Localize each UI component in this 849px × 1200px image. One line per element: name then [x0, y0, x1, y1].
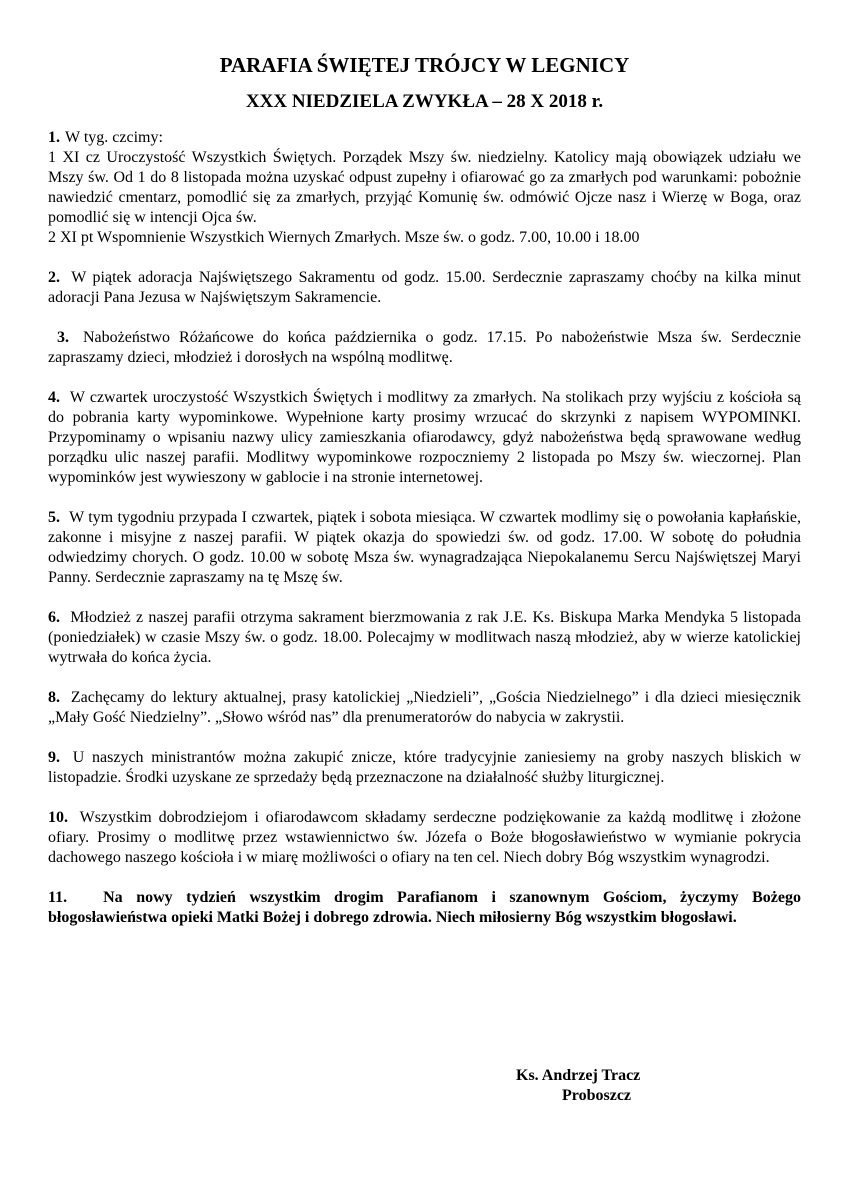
signature-role: Proboszcz: [562, 1087, 632, 1104]
item-number: 5.: [48, 509, 60, 526]
item-number: 11.: [48, 889, 68, 906]
announcement-list: [48, 128, 801, 928]
item-text: W tym tygodniu przypada I czwartek, piątek i sobota miesiąca. W czwartek modlimy się o powołania kapłańskie, zakonne i misyjne z naszej parafii. W piątek okazja do spowiedzi św. od godz. 17.00. W sobotę do południa odwiedzimy chorych. O godz. 10.00 w sobotę Msza św. wynagradzająca Niepokalanemu Sercu Najświętszej Maryi Panny. Serdecznie zapraszamy na tę Mszę św.: [48, 509, 802, 586]
item-text: W tyg. czcimy:: [65, 129, 163, 146]
item-number: 1.: [48, 129, 60, 146]
item-number: 9.: [48, 749, 60, 766]
announcement-item-9: [48, 748, 801, 788]
item-number: 6.: [48, 609, 60, 626]
item-text: U naszych ministrantów można zakupić znicze, które tradycyjnie zaniesiemy na groby naszych bliskich w listopadzie. Środki uzyskane ze sprzedaży będą przeznaczone na działalność służby liturgicznej.: [48, 749, 802, 786]
signature-block: [516, 1066, 640, 1106]
item-text: Na nowy tydzień wszystkim drogim Parafianom i szanownym Gościom, życzymy Bożego błogosławieństwa opieki Matki Bożej i dobrego zdrowia. Niech miłosierny Bóg wszystkim błogosławi.: [48, 889, 801, 926]
signature-name: Ks. Andrzej Tracz: [516, 1067, 641, 1084]
announcement-item-2: [48, 268, 801, 308]
item-number: 2.: [48, 269, 60, 286]
item-number: 10.: [48, 809, 68, 826]
item-text: Zachęcamy do lektury aktualnej, prasy katolickiej „Niedzieli”, „Gościa Niedzielnego” i dla dzieci miesięcznik „Mały Gość Niedzielny”. „Słowo wśród nas” dla prenumeratorów do nabycia w zakrystii.: [48, 689, 802, 726]
page-title: PARAFIA ŚWIĘTEJ TRÓJCY W LEGNICY: [219, 53, 630, 77]
item-text: Młodzież z naszej parafii otrzyma sakrament bierzmowania z rak J.E. Ks. Biskupa Marka Mendyka 5 listopada (poniedziałek) w czasie Mszy św. o godz. 18.00. Polecajmy w modlitwach naszą młodzież, aby w wierze katolickiej wytrwała do końca życia.: [48, 609, 801, 666]
item-text: W piątek adoracja Najświętszego Sakramentu od godz. 15.00. Serdecznie zapraszamy choćby na kilka minut adoracji Pana Jezusa w Najświętszym Sakramencie.: [48, 269, 801, 306]
item-text: Nabożeństwo Różańcowe do końca października o godz. 17.15. Po nabożeństwie Msza św. Serdecznie zapraszamy dzieci, młodzież i dorosłych na wspólną modlitwę.: [48, 329, 802, 366]
announcement-item-10: [48, 808, 801, 868]
announcement-item-6: [48, 608, 801, 668]
page-subtitle: XXX NIEDZIELA ZWYKŁA – 28 X 2018 r.: [245, 91, 604, 112]
announcement-line: 2 XI pt Wspomnienie Wszystkich Wiernych Zmarłych. Msze św. o godz. 7.00, 10.00 i 18.00: [48, 229, 640, 246]
item-text: W czwartek uroczystość Wszystkich Świętych i modlitwy za zmarłych. Na stolikach przy wyjściu z kościoła są do pobrania karty wypominkowe. Wypełnione karty prosimy wrzucać do skrzynki z napisem WYPOMINKI. Przypominamy o wpisaniu nazwy ulicy zamieszkania ofiarodawcy, gdyż nabożeństwa będą sprawowane według porządku ulic naszej parafii. Modlitwy wypominkowe rozpoczniemy 2 listopada po Mszy św. wieczornej. Plan wypominków jest wywieszony w gablocie i na stronie internetowej.: [48, 389, 801, 486]
item-number: 3.: [56, 329, 69, 346]
announcement-item-5: [48, 508, 801, 588]
announcement-item-8: [48, 688, 801, 728]
item-text: Wszystkim dobrodziejom i ofiarodawcom składamy serdeczne podziękowanie za każdą modlitwę i złożone ofiary. Prosimy o modlitwę przez wstawiennictwo św. Józefa o Boże błogosławieństwo w wymianie pokrycia dachowego naszego kościoła i w miarę możliwości o ofiary na ten cel. Niech dobry Bóg wszystkim wynagrodzi.: [48, 809, 801, 866]
announcement-line: [48, 128, 801, 148]
announcement-item-1: [48, 128, 801, 248]
announcement-line: 1 XI cz Uroczystość Wszystkich Świętych. Porządek Mszy św. niedzielny. Katolicy mają obowiązek udziału we Mszy św. Od 1 do 8 listopada można uzyskać odpust zupełny i ofiarować go za zmarłych pod warunkami: pobożnie nawiedzić cmentarz, pomodlić się za zmarłych, przyjąć Komunię św. odmówić Ojcze nasz i Wierzę w Boga, oraz pomodlić się w intencji Ojca św.: [48, 149, 801, 226]
item-number: 4.: [48, 389, 60, 406]
announcement-item-3: [48, 328, 801, 368]
item-number: 8.: [48, 689, 60, 706]
announcement-item-11: [48, 888, 801, 928]
announcement-item-4: [48, 388, 801, 488]
